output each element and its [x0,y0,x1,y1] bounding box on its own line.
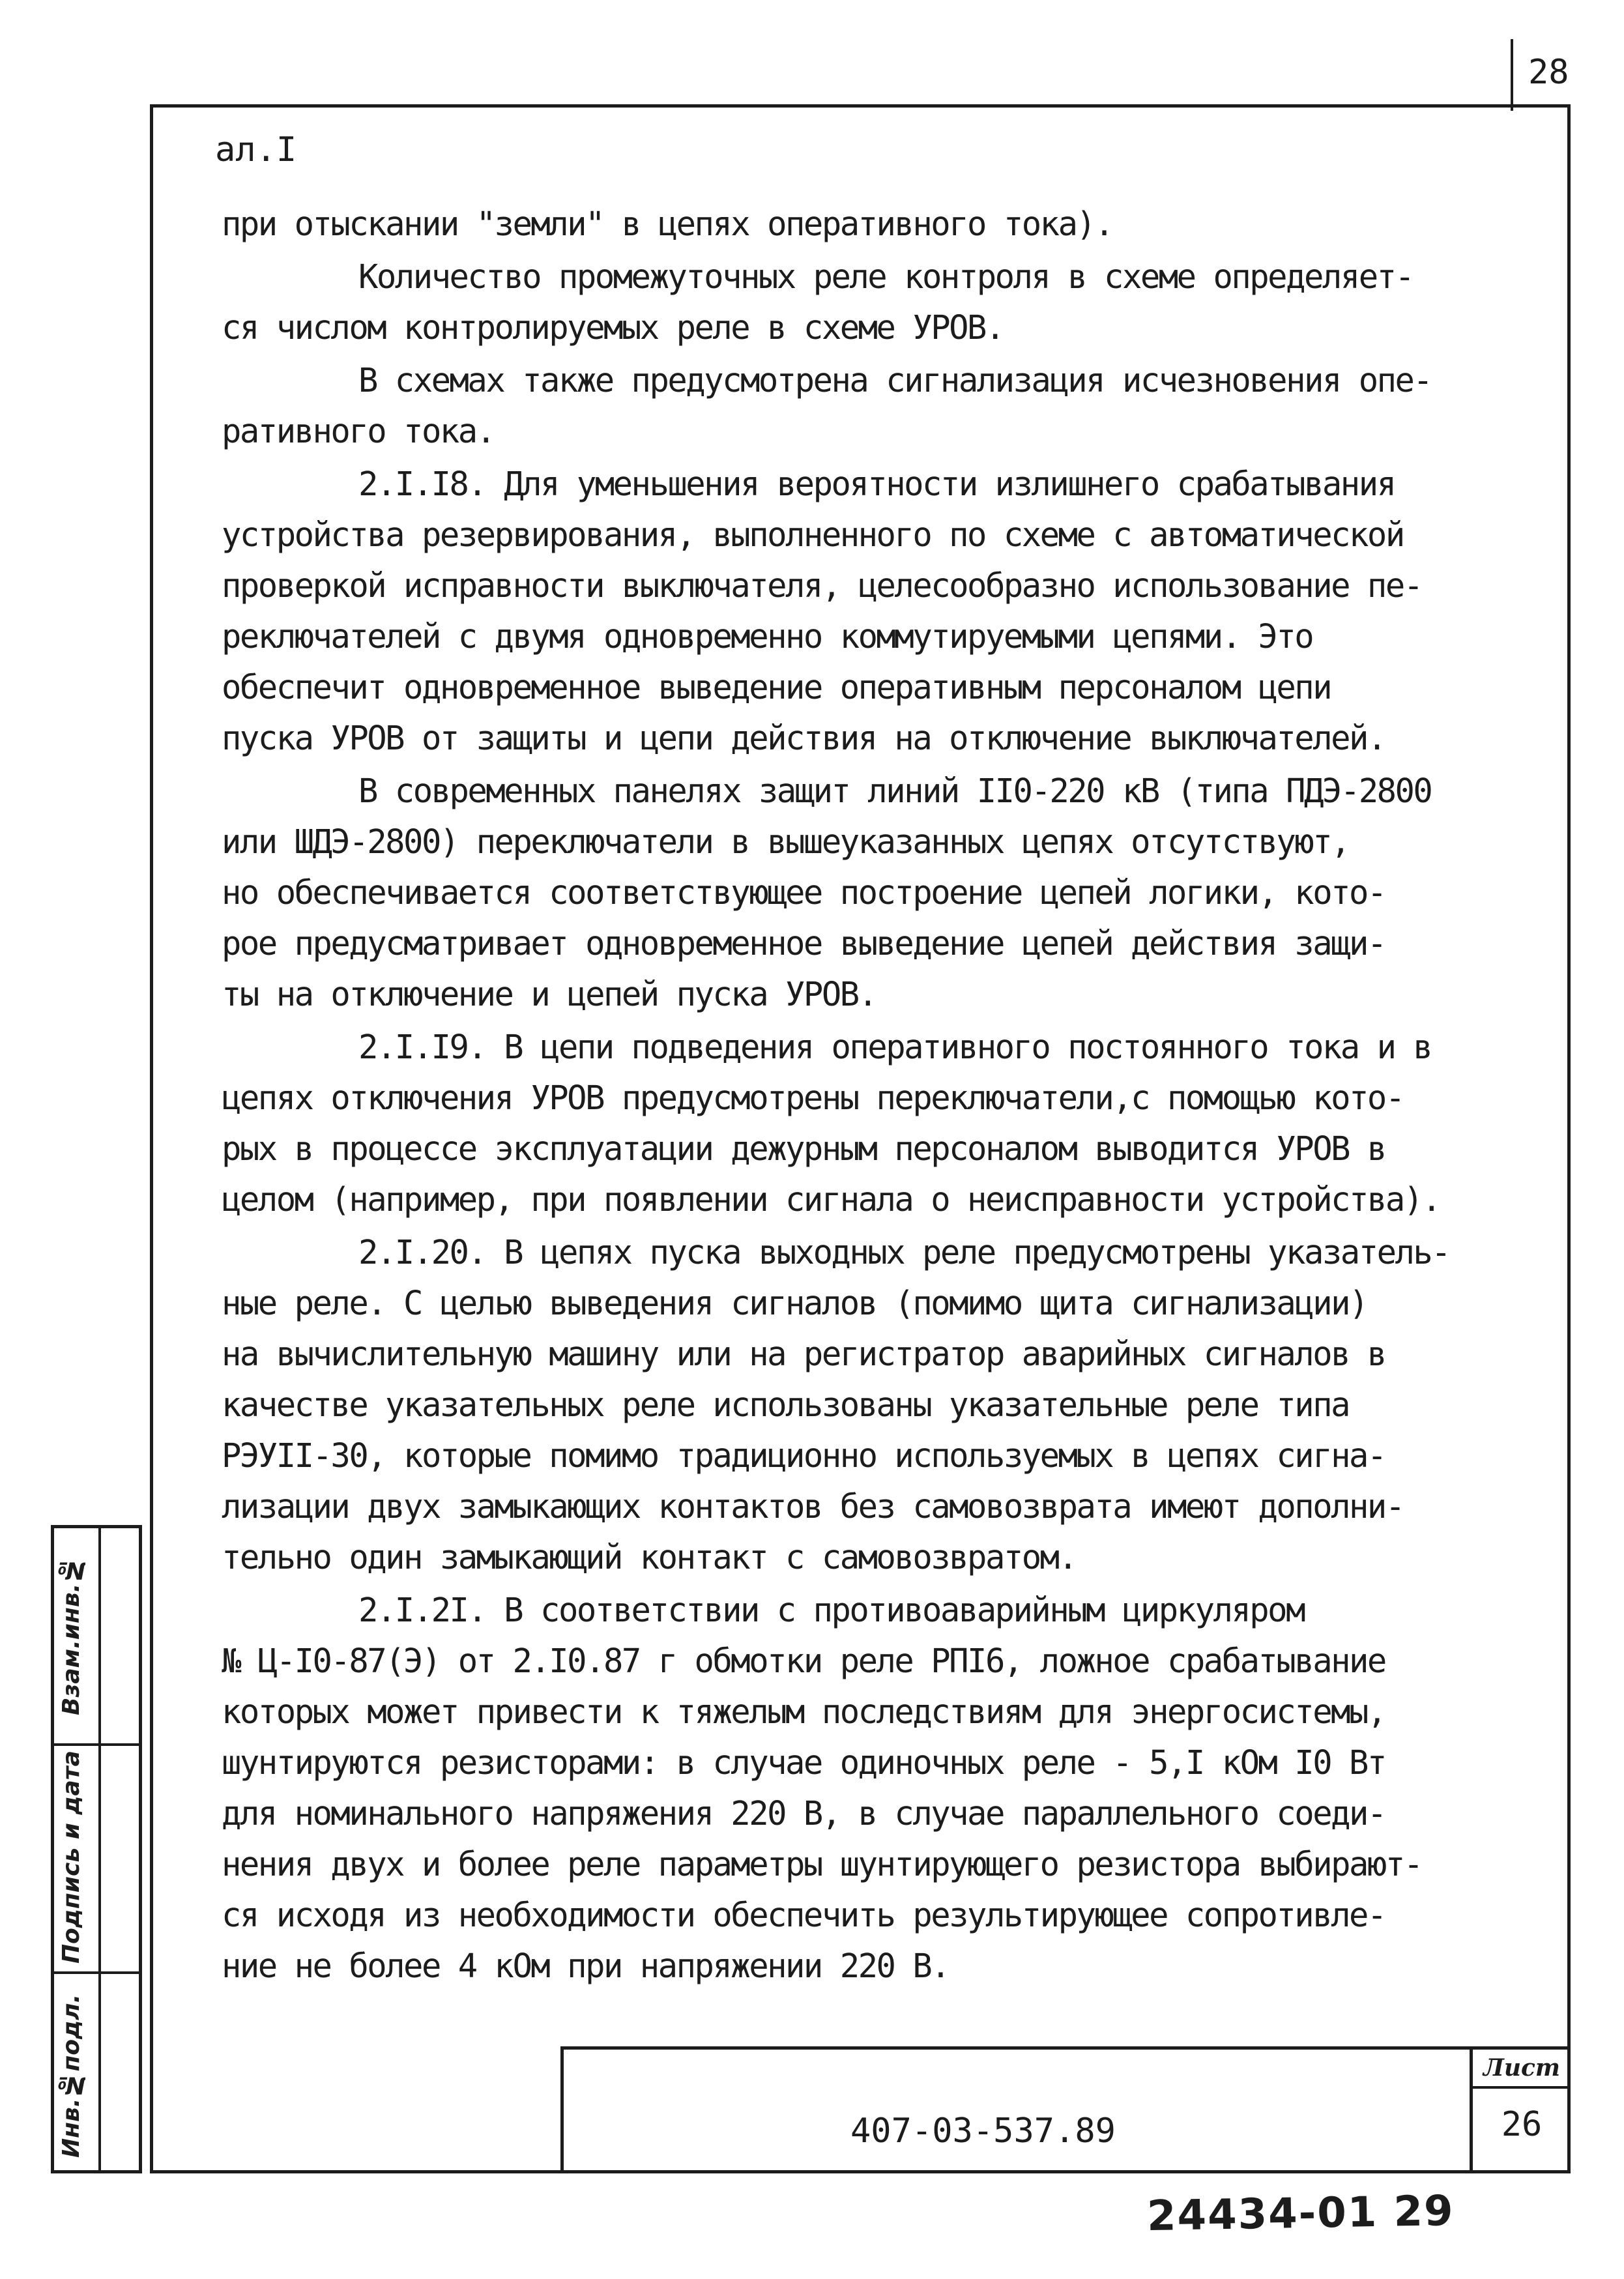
text-line: или ШДЭ-2800) переключатели в вышеуказанных цепях отсутствуют, [222,822,1350,861]
text-line: которых может привести к тяжелым последствиям для энергосистемы, [222,1692,1385,1731]
sheet-header: ал.I [215,130,297,169]
text-line: Количество промежуточных реле контроля в схеме определяет- [358,257,1414,296]
margin-stamp [51,1525,142,2173]
text-line: ние не более 4 кОм при напряжении 220 В. [222,1947,950,1985]
sheet-label: Лист [1473,2050,1571,2089]
stamp-label-inventory-number: Инв.№подл. [58,1994,85,2158]
text-line: ные реле. С целью выведения сигналов (помимо щита сигнализации) [222,1284,1367,1322]
text-line: тельно один замыкающий контакт с самовозвратом. [222,1538,1077,1576]
text-line: 2.I.I8. Для уменьшения вероятности излишнего срабатывания [358,465,1395,503]
text-line: 2.I.I9. В цепи подведения оперативного постоянного тока и в [358,1028,1432,1066]
text-line: пуска УРОВ от защиты и цепи действия на отключение выключателей. [222,719,1385,757]
body-text [222,199,1544,1994]
text-line: ся числом контролируемых реле в схеме УРОВ. [222,308,1004,347]
text-line: шунтируются резисторами: в случае одиночных реле - 5,I кОм I0 Вт [222,1743,1385,1782]
paragraph [222,459,1544,764]
text-line: но обеспечивается соответствующее построение цепей логики, кото- [222,873,1385,912]
text-line: обеспечит одновременное выведение оперативным персоналом цепи [222,668,1331,706]
text-line: рое предусматривает одновременное выведение цепей действия защи- [222,924,1385,963]
stamp-label-replaced-inventory: Взам.инв.№ [58,1556,85,1715]
text-line: В современных панелях защит линий II0-220 кВ (типа ПДЭ-2800 [358,772,1432,810]
text-line: РЭУII-30, которые помимо традиционно используемых в цепях сигна- [222,1436,1385,1475]
sheet-number: 26 [1501,2105,1543,2144]
text-line: на вычислительную машину или на регистратор аварийных сигналов в [222,1335,1385,1373]
text-line: целом (например, при появлении сигнала о неисправности устройства). [222,1180,1440,1219]
paragraph [222,766,1544,1020]
paragraph [222,355,1544,457]
paragraph [222,1022,1544,1225]
paragraph [222,252,1544,353]
page-number-rule [1511,39,1513,111]
paragraph [222,1585,1544,1992]
text-line: реключателей с двумя одновременно коммутируемыми цепями. Это [222,617,1313,656]
stamp-divider [54,1743,139,1746]
text-line: цепях отключения УРОВ предусмотрены переключатели,с помощью кото- [222,1079,1404,1117]
title-block [560,2046,1571,2173]
paragraph [222,199,1544,250]
text-line: 2.I.2I. В соответствии с противоаварийным циркуляром [358,1591,1304,1629]
document-code: 407-03-537.89 [850,2112,1116,2151]
handwritten-archive-number: 24434-01 29 [1146,2186,1455,2241]
text-line: проверкой исправности выключателя, целесообразно использование пе- [222,566,1422,605]
text-line: ся исходя из необходимости обеспечить результирующее сопротивле- [222,1896,1385,1934]
text-line: В схемах также предусмотрена сигнализация исчезновения опе- [358,361,1432,399]
text-line: ративного тока. [222,412,495,450]
stamp-label-signature-date: Подпись и дата [58,1750,85,1964]
text-line: № Ц-I0-87(Э) от 2.I0.87 г обмотки реле РПI6, ложное срабатывание [222,1642,1385,1680]
text-line: ты на отключение и цепей пуска УРОВ. [222,975,877,1013]
sheet-cell [1470,2050,1571,2173]
text-line: 2.I.20. В цепях пуска выходных реле предусмотрены указатель- [358,1233,1450,1271]
text-line: качестве указательных реле использованы указательные реле типа [222,1386,1350,1424]
stamp-divider [98,1528,101,2170]
page-number: 28 [1528,53,1569,92]
stamp-divider [54,1971,139,1974]
text-line: устройства резервирования, выполненного по схеме с автоматической [222,515,1404,554]
paragraph [222,1227,1544,1583]
text-line: для номинального напряжения 220 В, в случае параллельного соеди- [222,1794,1385,1833]
text-line: нения двух и более реле параметры шунтирующего резистора выбирают- [222,1845,1422,1883]
text-line: при отыскании "земли" в цепях оперативного тока). [222,205,1113,243]
text-line: лизации двух замыкающих контактов без самовозврата имеют дополни- [222,1487,1404,1526]
text-line: рых в процессе эксплуатации дежурным персоналом выводится УРОВ в [222,1129,1385,1168]
